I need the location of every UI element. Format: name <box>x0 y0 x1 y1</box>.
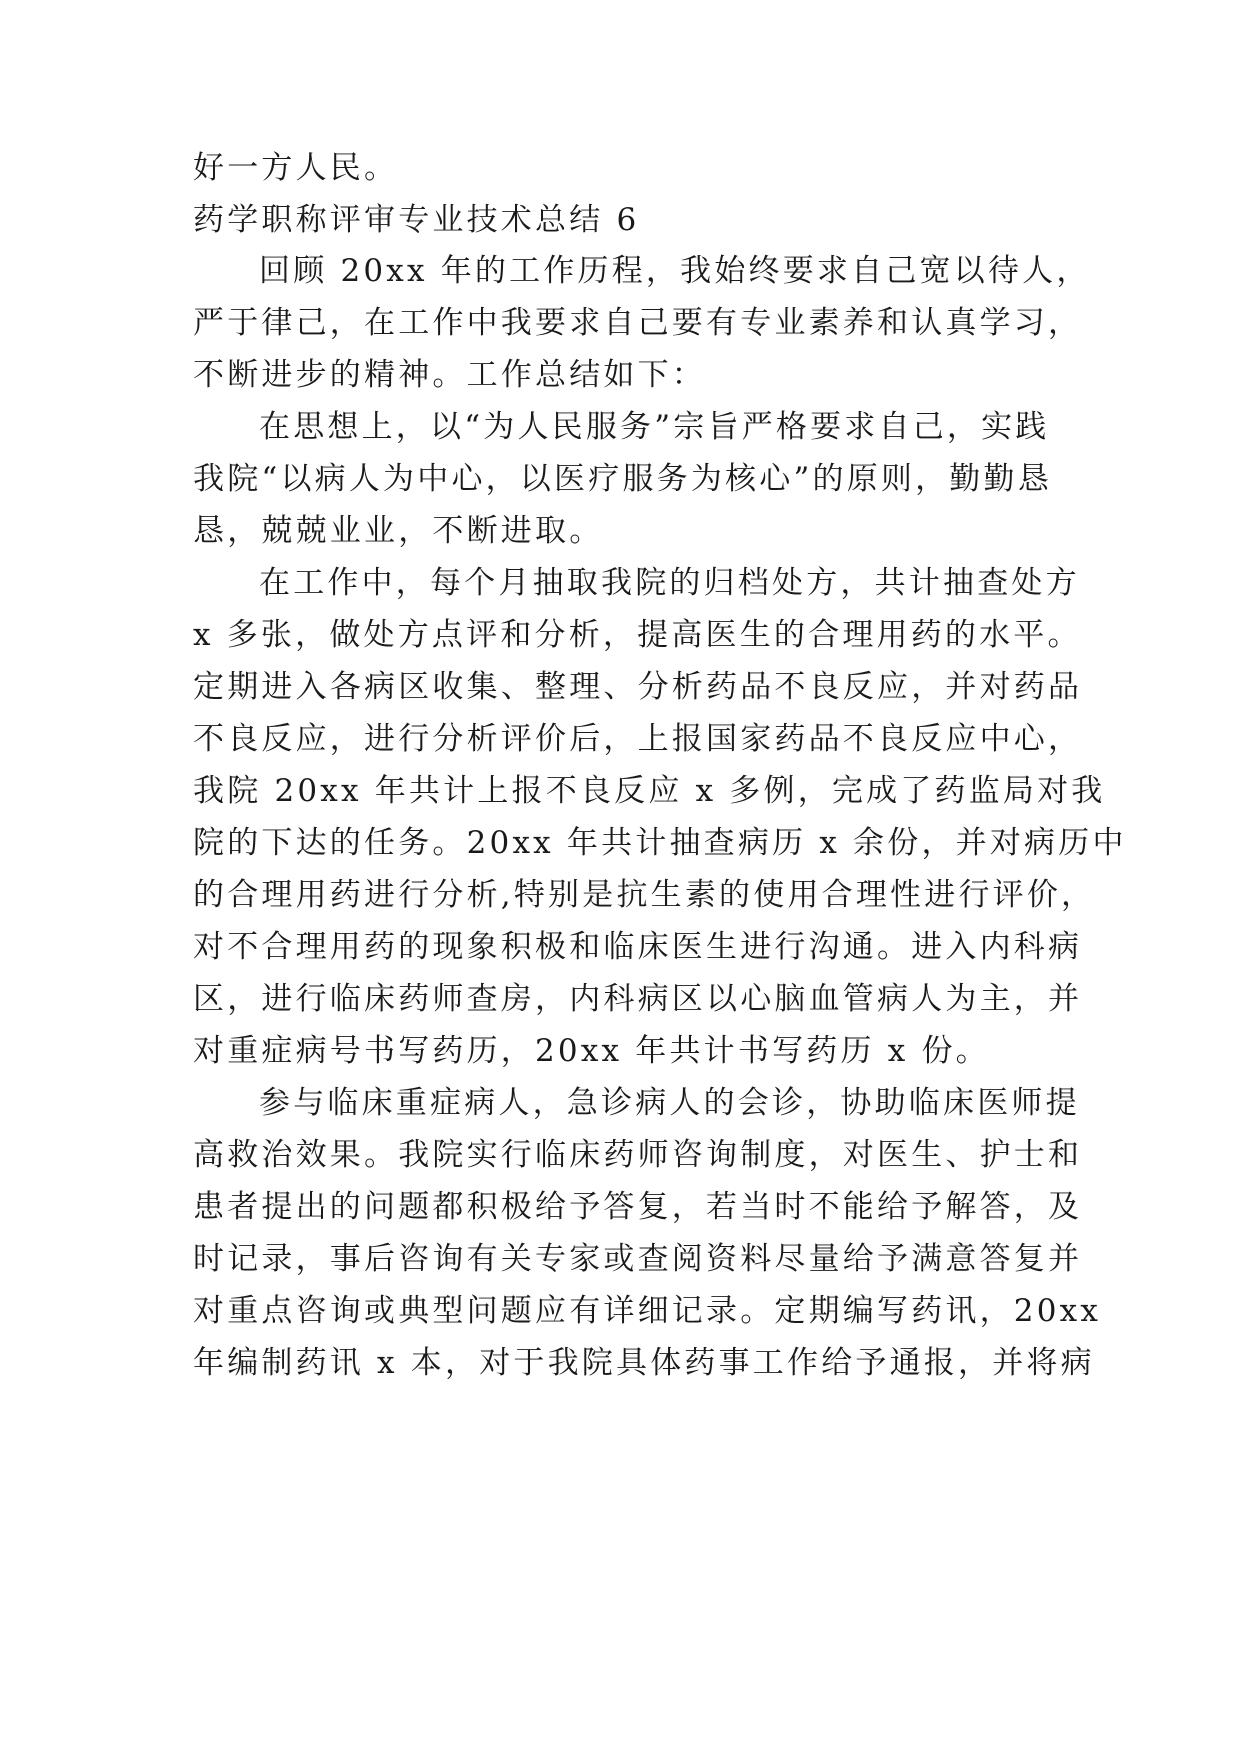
paragraph-line: 我院“以病人为中心，以医疗服务为核心”的原则，勤勤恳 <box>193 461 1052 497</box>
paragraph-line: 在工作中，每个月抽取我院的归档处方，共计抽查处方 <box>259 565 1080 601</box>
paragraph-line: 定期进入各病区收集、整理、分析药品不良反应，并对药品 <box>193 669 1083 705</box>
paragraph-line: 对不合理用药的现象积极和临床医生进行沟通。进入内科病 <box>193 929 1083 965</box>
paragraph-line: 区，进行临床药师查房，内科病区以心脑血管病人为主，并 <box>193 981 1083 1017</box>
paragraph-line: 我院 20xx 年共计上报不良反应 x 多例，完成了药监局对我 <box>193 773 1106 809</box>
paragraph-line: 在思想上，以“为人民服务”宗旨严格要求自己，实践 <box>259 409 1050 445</box>
paragraph-line: 恳，兢兢业业，不断进取。 <box>193 513 604 549</box>
paragraph-line: 时记录，事后咨询有关专家或查阅资料尽量给予满意答复并 <box>193 1241 1083 1277</box>
paragraph-line: 高救治效果。我院实行临床药师咨询制度，对医生、护士和 <box>193 1137 1083 1173</box>
paragraph-line: 年编制药讯 x 本，对于我院具体药事工作给予通报，并将病 <box>193 1345 1095 1381</box>
text-line: 好一方人民。 <box>193 150 399 186</box>
paragraph-line: 对重症病号书写药历，20xx 年共计书写药历 x 份。 <box>193 1033 990 1069</box>
paragraph-line: 严于律己，在工作中我要求自己要有专业素养和认真学习， <box>193 305 1083 341</box>
paragraph-line: 不断进步的精神。工作总结如下： <box>193 357 706 393</box>
paragraph-line: 参与临床重症病人，急诊病人的会诊，协助临床医师提 <box>259 1085 1080 1121</box>
section-heading: 药学职称评审专业技术总结 6 <box>193 202 640 238</box>
paragraph-line: 的合理用药进行分析,特别是抗生素的使用合理性进行评价， <box>193 877 1096 913</box>
paragraph-line: x 多张，做处方点评和分析，提高医生的合理用药的水平。 <box>193 617 1082 653</box>
paragraph-line: 对重点咨询或典型问题应有详细记录。定期编写药讯，20xx <box>193 1293 1102 1329</box>
paragraph-line: 患者提出的问题都积极给予答复，若当时不能给予解答，及 <box>193 1189 1083 1225</box>
paragraph-line: 院的下达的任务。20xx 年共计抽查病历 x 余份，并对病历中 <box>193 825 1127 861</box>
paragraph-line: 回顾 20xx 年的工作历程，我始终要求自己宽以待人， <box>259 253 1091 289</box>
paragraph-line: 不良反应，进行分析评价后，上报国家药品不良反应中心， <box>193 721 1083 757</box>
